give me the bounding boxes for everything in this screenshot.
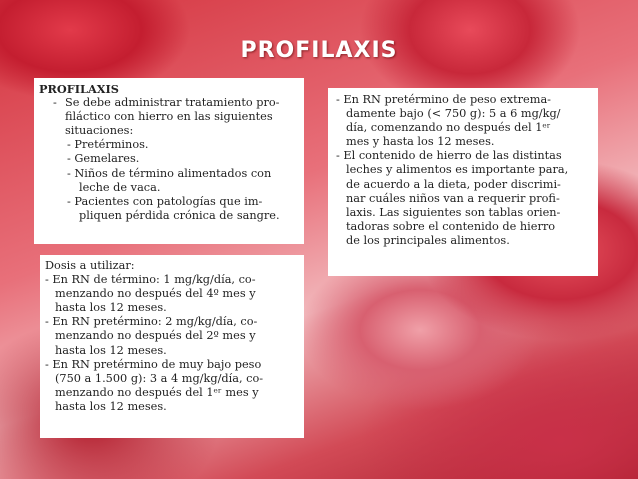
slide-title: PROFILAXIS (240, 38, 398, 63)
text-line: hasta los 12 meses. (55, 301, 167, 315)
dash-marker: - (53, 96, 57, 110)
text-line: - En RN pretérmino: 2 mg/kg/día, co- (45, 315, 258, 329)
list-item: - Pacientes con patologías que im- (67, 194, 263, 208)
text-line: Se debe administrar tratamiento pro- (65, 96, 280, 110)
dosage-box (40, 255, 304, 438)
text-line: hasta los 12 meses. (55, 399, 167, 413)
box-heading: Dosis a utilizar: (45, 259, 135, 272)
text-line: nar cuáles niños van a requerir profi- (346, 191, 560, 205)
text-line: - En RN pretérmino de muy bajo peso (45, 357, 262, 371)
text-line: - En RN de término: 1 mg/kg/día, co- (45, 273, 256, 287)
list-item: - Pretérminos. (67, 138, 149, 152)
text-line: laxis. Las siguientes son tablas orien- (346, 205, 561, 219)
list-item: - Niños de término alimentados con (67, 166, 272, 180)
text-line: de los principales alimentos. (346, 233, 510, 247)
text-line: - En RN pretérmino de peso extrema- (336, 93, 551, 106)
list-item: - Gemelares. (67, 152, 140, 166)
text-line: damente bajo (< 750 g): 5 a 6 mg/kg/ (346, 107, 561, 121)
text-line: leches y alimentos es importante para, (346, 163, 569, 177)
text-line: tadoras sobre el contenido de hierro (346, 219, 556, 233)
text-line: filáctico con hierro en las siguientes (65, 110, 273, 124)
intro-paragraph (39, 96, 299, 138)
list-item-continuation: leche de vaca. (79, 180, 161, 194)
text-line: hasta los 12 meses. (55, 343, 167, 357)
text-line: (750 a 1.500 g): 3 a 4 mg/kg/día, co- (55, 371, 264, 385)
text-line: menzando no después del 1ᵉʳ mes y (55, 385, 259, 399)
text-line: de acuerdo a la dieta, poder discrimi- (346, 177, 561, 191)
text-line: menzando no después del 4º mes y (55, 287, 256, 301)
text-line: - El contenido de hierro de las distintas (336, 149, 562, 163)
list-item-continuation: pliquen pérdida crónica de sangre. (79, 208, 280, 222)
text-line: menzando no después del 2º mes y (55, 329, 256, 343)
text-line: situaciones: (65, 124, 134, 138)
box-heading: PROFILAXIS (39, 82, 119, 96)
text-line: día, comenzando no después del 1ᵉʳ (346, 121, 551, 135)
prophylaxis-indications-box (34, 78, 304, 244)
text-line: mes y hasta los 12 meses. (346, 135, 495, 149)
iron-content-box (328, 88, 598, 276)
